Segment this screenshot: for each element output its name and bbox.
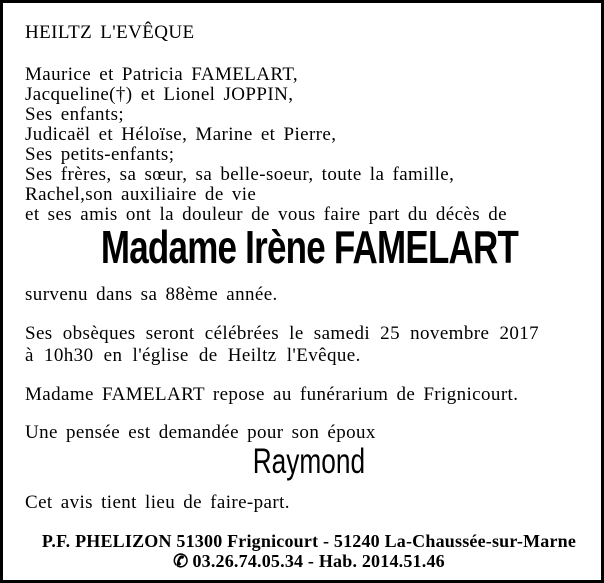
- deceased-name-heading: [25, 221, 593, 273]
- family-line: et ses amis ont la douleur de vous faire part du décès de: [25, 204, 507, 225]
- funeral-line: Ses obsèques seront célébrées le samedi 25 novembre 2017: [25, 323, 540, 344]
- family-line: Jacqueline(†) et Lionel JOPPIN,: [25, 84, 294, 105]
- telephone-icon: ✆: [173, 551, 189, 571]
- footer-address-line: P.F. PHELIZON 51300 Frignicourt - 51240 La-Chaussée-sur-Marne: [41, 531, 577, 551]
- funeral-paragraph: [25, 323, 593, 367]
- spouse-name-heading: [25, 442, 593, 481]
- spouse-name: Raymond: [252, 442, 366, 481]
- funeral-home-footer: [25, 531, 593, 571]
- repose-line: Madame FAMELART repose au funérarium de Frignicourt.: [25, 384, 519, 405]
- age-line: survenu dans sa 88ème année.: [25, 284, 278, 305]
- funeral-line: à 10h30 en l'église de Heiltz l'Evêque.: [25, 345, 361, 366]
- family-line: Ses frères, sa sœur, sa belle-soeur, toute la famille,: [25, 164, 455, 185]
- tribute-line: Une pensée est demandée pour son époux: [25, 422, 376, 443]
- closing-line: Cet avis tient lieu de faire-part.: [25, 492, 290, 513]
- family-line: Rachel,son auxiliaire de vie: [25, 184, 257, 205]
- family-line: Maurice et Patricia FAMELART,: [25, 64, 299, 85]
- family-line: Ses petits-enfants;: [25, 144, 175, 165]
- family-line: Judicaël et Héloïse, Marine et Pierre,: [25, 124, 337, 145]
- footer-contact-line: [25, 551, 593, 571]
- family-paragraph: [25, 65, 593, 225]
- location-heading: HEILTZ L'EVÊQUE: [25, 22, 195, 43]
- footer-phone-text: 03.26.74.05.34 - Hab. 2014.51.46: [192, 551, 445, 571]
- deceased-name: Madame Irène FAMELART: [100, 221, 518, 273]
- notice-content: [3, 3, 601, 571]
- family-line: Ses enfants;: [25, 104, 125, 125]
